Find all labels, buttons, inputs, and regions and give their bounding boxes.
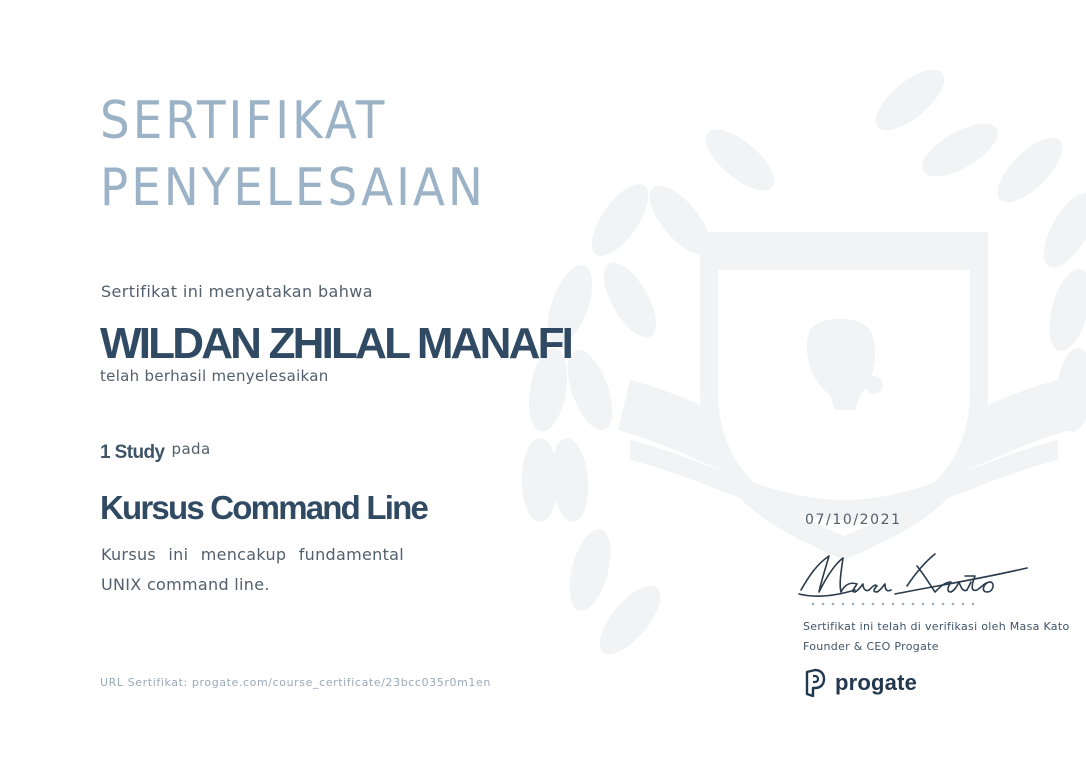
course-description: Kursus ini mencakup fundamental UNIX command line. (101, 545, 404, 594)
study-suffix: pada (171, 440, 211, 458)
completion-date: 07/10/2021 (805, 512, 902, 528)
recipient-name: WILDAN ZHILAL MANAFI (100, 319, 572, 368)
verification-text (803, 617, 1069, 657)
progate-logo[interactable] (804, 668, 917, 698)
title-line-1: SERTIFIKAT (100, 91, 388, 151)
progate-logo-icon (804, 668, 826, 698)
certificate-url[interactable]: URL Sertifikat: progate.com/course_certificate/23bcc035r0m1en (100, 676, 491, 689)
signature-image (795, 546, 1035, 612)
progate-wordmark: progate (835, 670, 918, 695)
verified-by: Sertifikat ini telah di verifikasi oleh Masa Kato (803, 620, 1070, 633)
study-count: 1 Study (100, 442, 165, 463)
study-line (100, 442, 211, 464)
signer-role: Founder & CEO Progate (803, 640, 939, 653)
completed-text: telah berhasil menyelesaikan (100, 367, 329, 385)
certificate-title (100, 88, 486, 222)
title-line-2: PENYELESAIAN (100, 158, 486, 218)
course-name: Kursus Command Line (100, 489, 428, 526)
intro-text: Sertifikat ini menyatakan bahwa (101, 282, 373, 301)
